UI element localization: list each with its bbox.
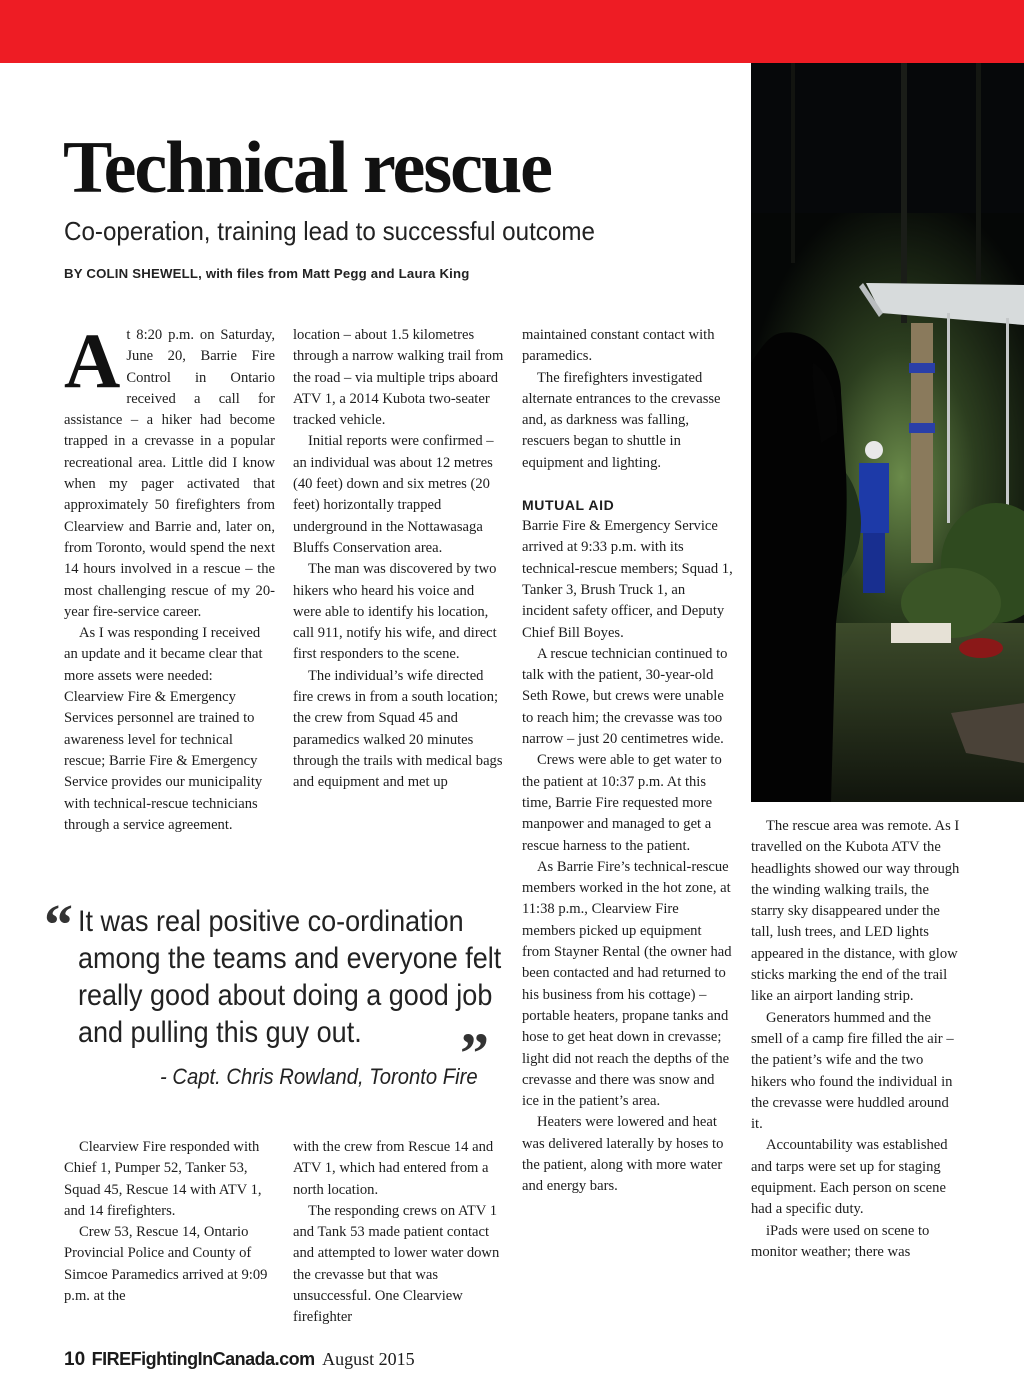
pull-quote-open-mark: “ — [44, 892, 73, 957]
paragraph: As I was responding I received an update and it became clear that more assets were needed: Clearview Fire & Emergency Services personnel are trained to awareness level for technical rescue; Barrie Fire & Emergency Service provides our municipality with technical-rescue technicians through a service agreement. — [64, 625, 263, 833]
footer-issue-date: August 2015 — [322, 1349, 415, 1369]
paragraph: Initial reports were confirmed – an individual was about 12 metres (40 feet) down and six metres (20 feet) horizontally trapped underground in the Nottawasaga Bluffs Conservation area. — [293, 433, 494, 556]
rescue-scene-illustration — [751, 63, 1024, 802]
page-number: 10 — [64, 1349, 86, 1370]
paragraph: Crew 53, Rescue 14, Ontario Provincial Police and County of Simcoe Paramedics arrived at 9:09 p.m. at the — [64, 1224, 268, 1305]
paragraph: maintained constant contact with paramedics. — [522, 327, 715, 365]
pull-quote-attribution: - Capt. Chris Rowland, Toronto Fire — [160, 1064, 478, 1089]
page-footer — [64, 1349, 415, 1371]
pull-quote-text: It was real positive co-ordination among the teams and everyone felt really good about doing a good job and pulling this guy out. — [78, 905, 502, 1049]
paragraph: The man was discovered by two hikers who heard his voice and were able to identify his location, call 911, notify his wife, and direct first responders to the scene. — [293, 561, 497, 663]
column-2 — [293, 325, 504, 794]
drop-cap: A — [64, 317, 121, 404]
footer-site-name: FIREFightingInCanada.com — [91, 1349, 315, 1369]
paragraph: Crews were able to get water to the patient at 10:37 p.m. At this time, Barrie Fire requested more manpower and managed to get a rescue harness to the patient. — [522, 752, 722, 854]
paragraph: A rescue technician continued to talk with the patient, 30-year-old Seth Rowe, but crews were unable to reach him; the crevasse was too narrow – just 20 centimetres wide. — [522, 645, 728, 748]
paragraph: The responding crews on ATV 1 and Tank 53 made patient contact and attempted to lower water down the crevasse but that was unsuccessful. One Clearview firefighter — [293, 1202, 500, 1326]
paragraph: As Barrie Fire’s technical-rescue members worked in the hot zone, at 11:38 p.m., Clearview Fire members picked up equipment from Stayner Rental (the owner had been contacted and had returned to his business from his cottage) – portable heaters, propane tanks and hose to get heat down in crevasse; light did not reach the depths of the crevasse and there was snow and ice in the patient’s area. — [522, 858, 732, 1110]
paragraph: with the crew from Rescue 14 and ATV 1, which had entered from a north location. — [293, 1139, 494, 1198]
paragraph: location – about 1.5 kilometres through a narrow walking trail from the road – via multiple trips aboard ATV 1, a 2014 Kubota two-seater tracked vehicle. — [293, 327, 504, 429]
column-3 — [522, 325, 733, 1198]
paragraph: iPads were used on scene to monitor weather; there was — [751, 1222, 930, 1260]
paragraph: Generators hummed and the smell of a camp fire filled the air – the patient’s wife and the two hikers who found the individual in the crevasse were huddled around it. — [751, 1009, 954, 1133]
paragraph: Accountability was established and tarps were set up for staging equipment. Each person on scene had a specific duty. — [751, 1137, 948, 1218]
pull-quote — [78, 903, 508, 1051]
pull-quote-close-mark: ” — [460, 1021, 489, 1086]
article-headline: Technical rescue — [63, 127, 552, 209]
paragraph: The individual’s wife directed fire crews in from a south location; the crew from Squad 45 and paramedics walked 20 minutes through the trails with medical bags and equipment and met up — [293, 667, 503, 791]
paragraph: Barrie Fire & Emergency Service arrived at 9:33 p.m. with its technical-rescue members; Squad 1, Tanker 3, Brush Truck 1, an incident safety officer, and Deputy Chief Bill Boyes. — [522, 518, 733, 641]
column-6 — [293, 1137, 504, 1329]
paragraph — [64, 317, 275, 623]
paragraph: Heaters were lowered and heat was delivered laterally by hoses to the patient, along with more water and energy bars. — [522, 1114, 724, 1195]
paragraph: The rescue area was remote. As I travelled on the Kubota ATV the headlights showed our way through the winding walking trails, the starry sky disappeared under the tall, lush trees, and LED lights appeared in the distance, with glow sticks marking the end of the trail like an airport landing strip. — [751, 818, 960, 1005]
column-5 — [64, 1137, 275, 1307]
section-heading: MUTUAL AID — [522, 497, 615, 514]
paragraph-text: t 8:20 p.m. on Saturday, June 20, Barrie Fire Control in Ontario received a call for assistance – a hiker had become trapped in a crevasse in a popular recreational area. Little did I know when my pager activated that approximately 50 firefighters from Clearview and Barrie and, later on, from Toronto, would spend the next 14 hours involved in a rescue – the most challenging rescue of my 20-year fire-service career. — [64, 327, 275, 620]
paragraph: The firefighters investigated alternate entrances to the crevasse and, as darkness was falling, rescuers began to shuttle in equipment and lighting. — [522, 369, 721, 471]
article-subhead: Co-operation, training lead to successful outcome — [64, 216, 595, 246]
column-1 — [64, 317, 275, 836]
paragraph: Clearview Fire responded with Chief 1, Pumper 52, Tanker 53, Squad 45, Rescue 14 with ATV 1, and 14 firefighters. — [64, 1139, 262, 1219]
rescue-scene-photo — [751, 63, 1024, 802]
top-color-bar — [0, 0, 1024, 63]
column-4 — [751, 816, 962, 1263]
article-byline: BY COLIN SHEWELL, with files from Matt Pegg and Laura King — [64, 266, 470, 281]
